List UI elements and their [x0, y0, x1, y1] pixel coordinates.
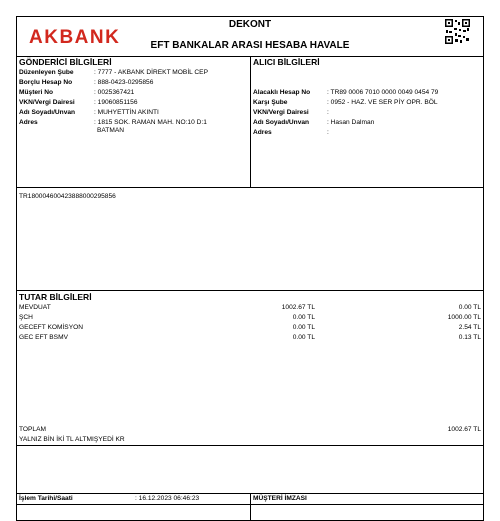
qr-code-icon: [445, 19, 470, 44]
field-label: VKN/Vergi Dairesi: [253, 109, 309, 116]
total-value: 1002.67 TL: [447, 426, 481, 433]
field-label: VKN/Vergi Dairesi: [19, 99, 75, 106]
field-label: Adres: [19, 119, 38, 126]
amount-name: GECEFT KOMİSYON: [19, 324, 83, 331]
amounts-bottom-divider: [17, 445, 483, 446]
field-value: : MUHYETTİN AKINTI: [94, 109, 159, 116]
amount-value-1: 0.00 TL: [292, 324, 315, 331]
amount-value-2: 0.13 TL: [458, 334, 481, 341]
amount-name: ŞCH: [19, 314, 33, 321]
amount-in-words-text: YALNIZ BİN İKİ TL ALTMIŞYEDİ KR: [19, 436, 125, 443]
field-value-cont: BATMAN: [97, 127, 124, 134]
sender-section-title: GÖNDERİCİ BİLGİLERİ: [19, 57, 112, 67]
field-label: Karşı Şube: [253, 99, 288, 106]
amount-value-2: 0.00 TL: [458, 304, 481, 311]
field-value: : 1815 SOK. RAMAN MAH. NO:10 D:1: [94, 119, 207, 126]
datetime-label: İşlem Tarihi/Saati: [19, 495, 73, 502]
field-value: : 19060851156: [94, 99, 138, 106]
reference-bottom-divider: [17, 290, 483, 291]
amount-value-1: 0.00 TL: [292, 314, 315, 321]
field-label: Müşteri No: [19, 89, 54, 96]
document-title: DEKONT: [228, 19, 272, 30]
datetime-value: : 16.12.2023 06:46:23: [135, 495, 200, 502]
amount-value-1: 0.00 TL: [292, 334, 315, 341]
field-value: : 0952 - HAZ. VE SER PİY OPR. BÖL: [327, 99, 438, 106]
receipt-document: [16, 16, 484, 521]
field-value: : 7777 - AKBANK DİREKT MOBİL CEP: [94, 69, 208, 76]
signature-label: MÜŞTERİ İMZASI: [253, 495, 307, 502]
field-value: : 888-0423-0295856: [94, 79, 154, 86]
field-label: Düzenleyen Şube: [19, 69, 74, 76]
akbank-logo: AKBANK: [29, 27, 121, 48]
amount-name: MEVDUAT: [19, 304, 51, 311]
amount-value-2: 1000.00 TL: [447, 314, 481, 321]
party-bottom-divider: [17, 187, 483, 188]
party-divider: [250, 56, 251, 187]
field-label: Adı Soyadı/Unvan: [19, 109, 76, 116]
field-label: Alacaklı Hesap No: [253, 89, 311, 96]
field-value: :: [327, 129, 329, 136]
field-label: Adres: [253, 129, 272, 136]
footer-inner-divider: [17, 504, 483, 505]
amounts-section-title: TUTAR BİLGİLERİ: [19, 292, 92, 302]
field-value: : Hasan Dalman: [327, 119, 375, 126]
field-label: Borçlu Hesap No: [19, 79, 73, 86]
field-value: :: [327, 109, 329, 116]
reference-number: TR18000460042388800029585​6: [19, 193, 116, 200]
footer-divider: [250, 493, 251, 521]
field-label: Adı Soyadı/Unvan: [253, 119, 310, 126]
field-value: : TR89 0006 7010 0000 0049 0454 79: [327, 89, 439, 96]
total-label: TOPLAM: [19, 426, 46, 433]
amount-value-2: 2.54 TL: [458, 324, 481, 331]
amount-value-1: 1002.67 TL: [281, 304, 315, 311]
field-value: : 0025367421: [94, 89, 135, 96]
document-subtitle: EFT BANKALAR ARASI HESABA HAVALE: [150, 40, 350, 51]
receiver-section-title: ALICI BİLGİLERİ: [253, 57, 320, 67]
amount-name: GEC EFT BSMV: [19, 334, 68, 341]
